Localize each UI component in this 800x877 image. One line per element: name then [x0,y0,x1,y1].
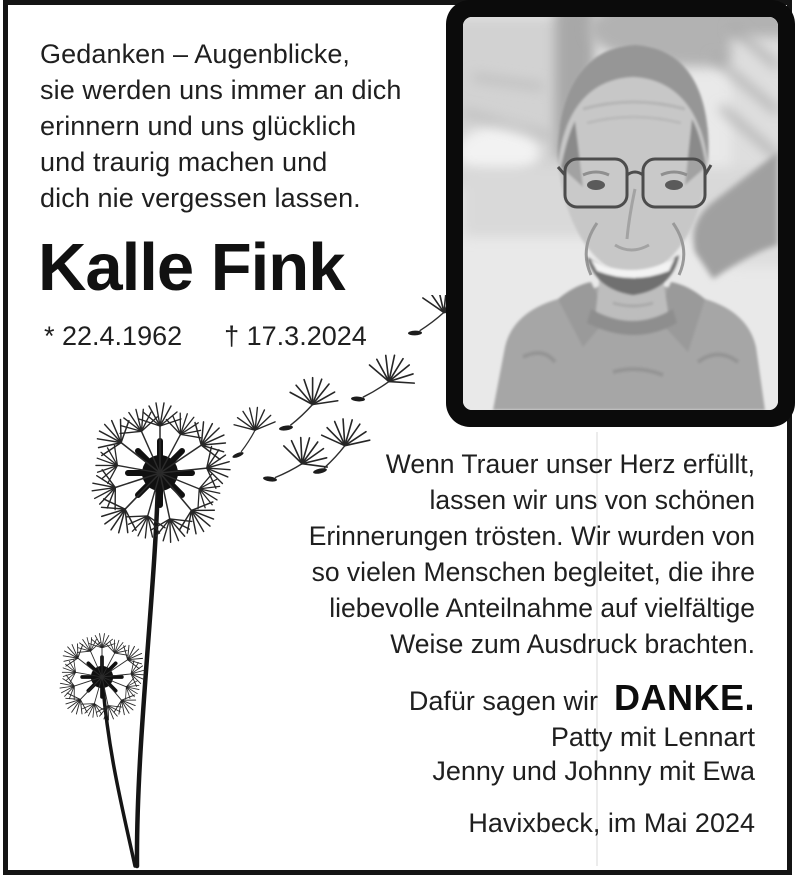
verse-line: erinnern und uns glücklich [40,111,357,141]
verse-line: Gedanken – Augenblicke, [40,39,351,69]
thanks-prefix: Dafür sagen wir [408,686,598,716]
thanks-line [409,676,755,723]
dandelion-head-large [87,403,234,546]
birth-date: * 22.4.1962 [44,321,183,351]
family-names [432,720,755,788]
portrait-illustration [463,17,778,410]
memorial-photo-frame [446,0,795,427]
family-line: Patty mit Lennart [550,722,755,752]
memorial-photo [463,17,778,410]
family-line: Jenny und Johnny mit Ewa [432,756,755,786]
condolence-line: Erinnerungen trösten. Wir wurden von [308,521,755,551]
condolence-line: Weise zum Ausdruck brachten. [390,629,755,659]
condolence-line: Wenn Trauer unser Herz erfüllt, [385,449,755,479]
verse-line: dich nie vergessen lassen. [40,183,361,213]
opening-verse [40,36,401,216]
condolence-line: liebevolle Anteilnahme auf vielfältige [329,593,755,623]
deceased-name: Kalle Fink [38,230,345,305]
condolence-line: lassen wir uns von schönen [429,485,755,515]
verse-line: und traurig machen und [40,147,328,177]
place-and-date: Havixbeck, im Mai 2024 [468,808,755,838]
condolence-text [309,446,755,662]
dandelion-head-small [57,633,148,722]
thanks-emphasis: DANKE. [613,677,755,718]
life-dates [44,318,367,354]
death-date: † 17.3.2024 [224,321,367,351]
condolence-line: so vielen Menschen begleitet, die ihre [311,557,755,587]
verse-line: sie werden uns immer an dich [40,75,402,105]
